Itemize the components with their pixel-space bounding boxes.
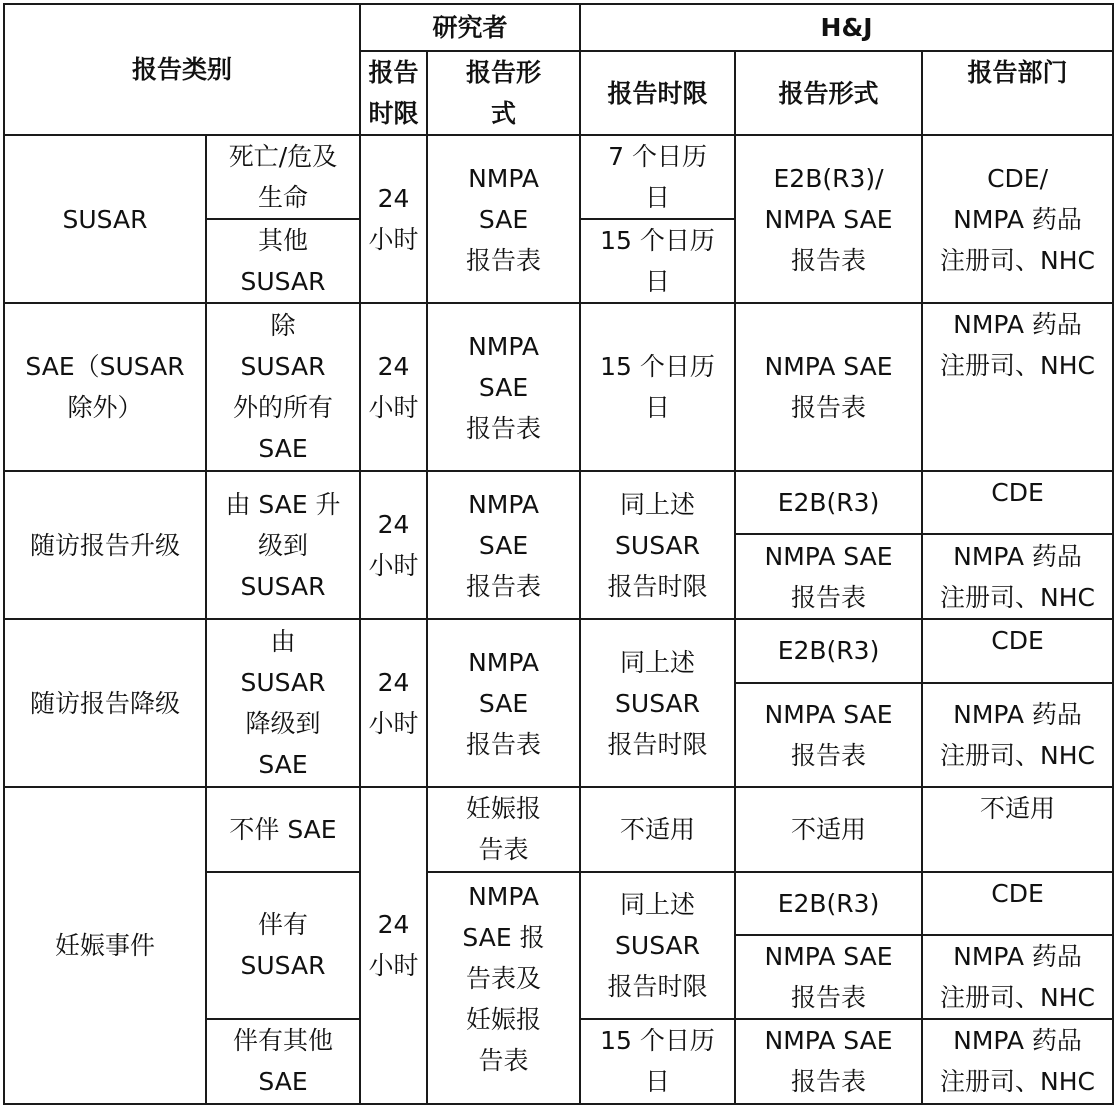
susar-inv-form: NMPA SAE 报告表	[427, 135, 580, 303]
pregnancy-inv-form-no-sae: 妊娠报 告表	[427, 787, 580, 872]
upgrade-sp-time: 同上述 SUSAR 报告时限	[580, 471, 735, 619]
header-sp-dept: 报告部门	[922, 51, 1113, 135]
pregnancy-sp-form-other: NMPA SAE 报告表	[735, 1019, 922, 1104]
susar-sp-time-15: 15 个日历 日	[580, 219, 735, 303]
header-sp-form: 报告形式	[735, 51, 922, 135]
header-inv-time: 报告 时限	[360, 51, 427, 135]
upgrade-sp-dept-cde: CDE	[922, 471, 1113, 534]
downgrade-sp-dept-cde: CDE	[922, 619, 1113, 682]
sae-inv-time: 24 小时	[360, 303, 427, 471]
pregnancy-sp-dept-cde: CDE	[922, 872, 1113, 935]
pregnancy-sp-dept-other: NMPA 药品 注册司、NHC	[922, 1019, 1113, 1104]
pregnancy-sp-form-no-sae: 不适用	[735, 787, 922, 872]
pregnancy-sp-dept-nmpa: NMPA 药品 注册司、NHC	[922, 935, 1113, 1019]
header-category: 报告类别	[4, 4, 360, 135]
downgrade-sp-form-nmpa: NMPA SAE 报告表	[735, 683, 922, 787]
susar-sub-other: 其他 SUSAR	[206, 219, 360, 303]
sae-sp-time: 15 个日历 日	[580, 303, 735, 471]
downgrade-inv-time: 24 小时	[360, 619, 427, 786]
sae-sub: 除 SUSAR 外的所有 SAE	[206, 303, 360, 471]
downgrade-sub: 由 SUSAR 降级到 SAE	[206, 619, 360, 786]
pregnancy-sub-no-sae: 不伴 SAE	[206, 787, 360, 872]
susar-sub-death: 死亡/危及 生命	[206, 135, 360, 219]
pregnancy-inv-time: 24 小时	[360, 787, 427, 1104]
upgrade-sp-dept-nmpa: NMPA 药品 注册司、NHC	[922, 534, 1113, 619]
upgrade-inv-time: 24 小时	[360, 471, 427, 619]
report-table	[3, 3, 1114, 1105]
upgrade-sp-form-e2b: E2B(R3)	[735, 471, 922, 534]
header-inv-form: 报告形 式	[427, 51, 580, 135]
pregnancy-sp-time-no-sae: 不适用	[580, 787, 735, 872]
pregnancy-sp-form-e2b: E2B(R3)	[735, 872, 922, 935]
pregnancy-sub-susar: 伴有 SUSAR	[206, 872, 360, 1019]
upgrade-sp-form-nmpa: NMPA SAE 报告表	[735, 534, 922, 619]
susar-sp-form: E2B(R3)/ NMPA SAE 报告表	[735, 135, 922, 303]
upgrade-inv-form: NMPA SAE 报告表	[427, 471, 580, 619]
pregnancy-sub-other-sae: 伴有其他 SAE	[206, 1019, 360, 1104]
sae-inv-form: NMPA SAE 报告表	[427, 303, 580, 471]
downgrade-sp-time: 同上述 SUSAR 报告时限	[580, 619, 735, 786]
susar-category: SUSAR	[4, 135, 206, 303]
upgrade-sub: 由 SAE 升 级到 SUSAR	[206, 471, 360, 619]
pregnancy-sp-time-other: 15 个日历 日	[580, 1019, 735, 1104]
header-investigator: 研究者	[360, 4, 580, 51]
pregnancy-category: 妊娠事件	[4, 787, 206, 1104]
sae-sp-dept: NMPA 药品 注册司、NHC	[922, 303, 1113, 471]
header-sp-time: 报告时限	[580, 51, 735, 135]
sae-category: SAE（SUSAR 除外）	[4, 303, 206, 471]
pregnancy-sp-dept-no-sae: 不适用	[922, 787, 1113, 872]
susar-inv-time: 24 小时	[360, 135, 427, 303]
susar-sp-time-7: 7 个日历 日	[580, 135, 735, 219]
downgrade-category: 随访报告降级	[4, 619, 206, 786]
pregnancy-sp-form-nmpa: NMPA SAE 报告表	[735, 935, 922, 1019]
sae-sp-form: NMPA SAE 报告表	[735, 303, 922, 471]
header-sponsor: H&J	[580, 4, 1113, 51]
pregnancy-inv-form-sae: NMPA SAE 报 告表及 妊娠报 告表	[427, 872, 580, 1104]
pregnancy-sp-time-susar: 同上述 SUSAR 报告时限	[580, 872, 735, 1019]
downgrade-inv-form: NMPA SAE 报告表	[427, 619, 580, 786]
susar-sp-dept: CDE/ NMPA 药品 注册司、NHC	[922, 135, 1113, 303]
downgrade-sp-form-e2b: E2B(R3)	[735, 619, 922, 682]
upgrade-category: 随访报告升级	[4, 471, 206, 619]
downgrade-sp-dept-nmpa: NMPA 药品 注册司、NHC	[922, 683, 1113, 787]
